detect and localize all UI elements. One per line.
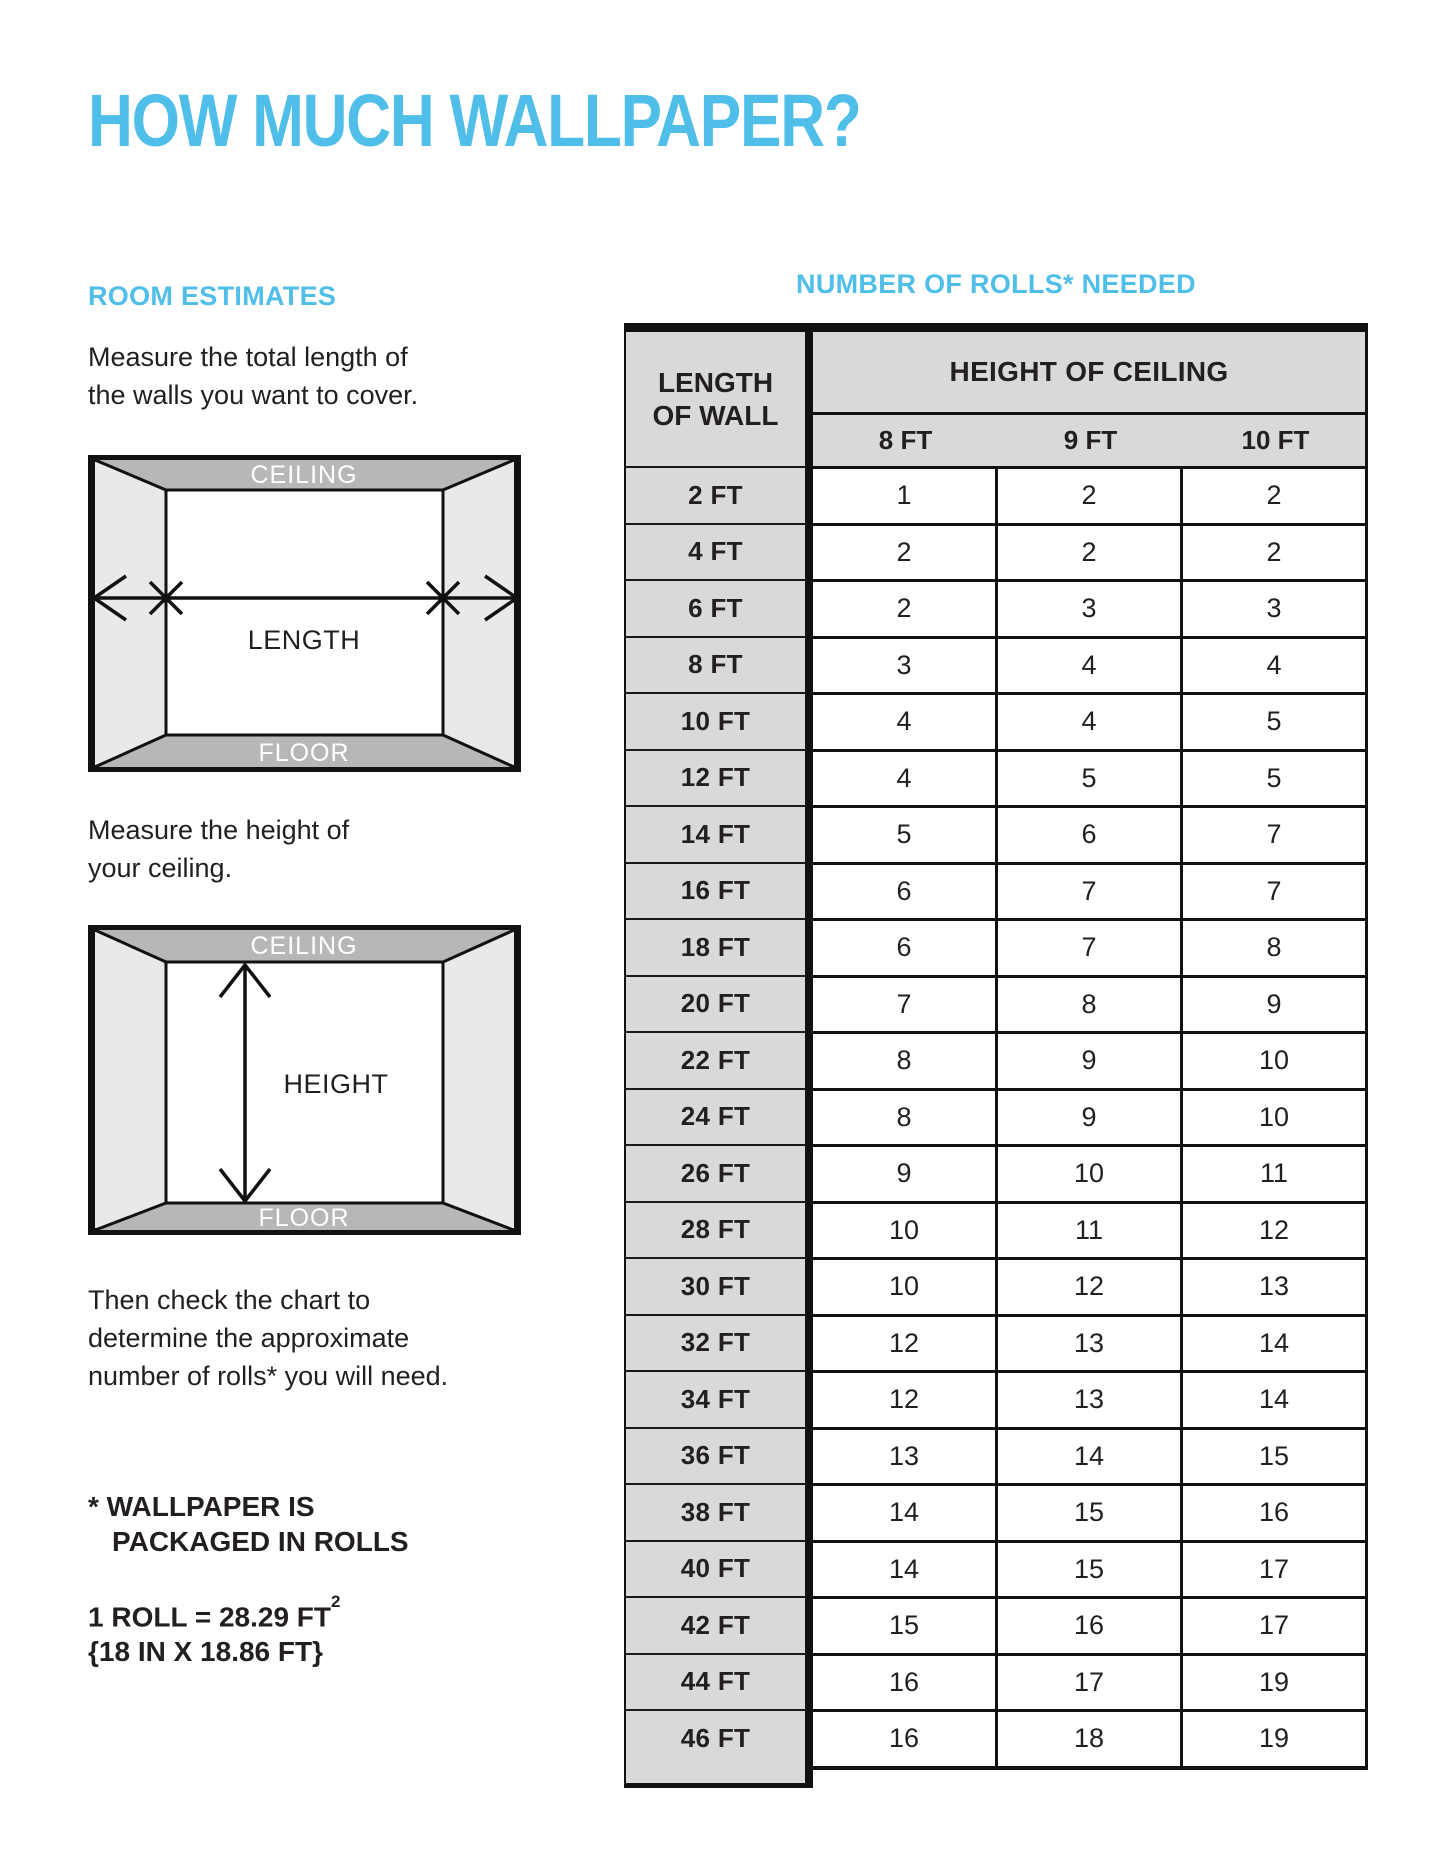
wall-length-label: 22 FT [624, 1031, 805, 1088]
table-header-row [624, 332, 1368, 466]
label-column-stub [624, 1766, 805, 1788]
rolls-value-10ft: 11 [1183, 1144, 1368, 1201]
wall-length-label: 6 FT [624, 579, 805, 636]
rolls-value-10ft: 2 [1183, 466, 1368, 523]
column-divider [805, 692, 813, 749]
height-label: HEIGHT [283, 1069, 389, 1099]
rolls-value-9ft: 9 [998, 1031, 1183, 1088]
column-divider [805, 1427, 813, 1484]
wall-length-label: 34 FT [624, 1370, 805, 1427]
page-title: HOW MUCH WALLPAPER? [88, 79, 861, 162]
wall-length-label: 26 FT [624, 1144, 805, 1201]
length-of-wall-header [624, 332, 805, 466]
rolls-value-10ft: 16 [1183, 1483, 1368, 1540]
header-line: OF WALL [652, 400, 779, 431]
rolls-value-8ft: 14 [813, 1540, 998, 1597]
height-of-ceiling-header: HEIGHT OF CEILING [813, 332, 1365, 412]
column-divider [805, 1031, 813, 1088]
column-divider [805, 466, 813, 523]
column-divider [805, 862, 813, 919]
column-divider [805, 579, 813, 636]
rolls-value-10ft: 19 [1183, 1653, 1368, 1710]
wall-length-label: 40 FT [624, 1540, 805, 1597]
rolls-value-10ft: 10 [1183, 1088, 1368, 1145]
table-bottom-stub [624, 1766, 1368, 1788]
column-divider [805, 1540, 813, 1597]
table-row [624, 1088, 1368, 1145]
roll-area-superscript: 2 [331, 1592, 341, 1611]
column-header-9ft: 9 FT [1063, 425, 1118, 455]
column-divider [805, 1709, 813, 1766]
rolls-value-10ft: 14 [1183, 1314, 1368, 1371]
length-label: LENGTH [247, 625, 361, 655]
paragraph-line: determine the approximate [88, 1323, 410, 1353]
rolls-table [624, 323, 1368, 1788]
wall-length-label: 10 FT [624, 692, 805, 749]
table-row [624, 1257, 1368, 1314]
column-header-10ft: 10 FT [1241, 425, 1310, 455]
wall-length-label: 18 FT [624, 918, 805, 975]
wall-length-label: 30 FT [624, 1257, 805, 1314]
rolls-value-8ft: 8 [813, 1088, 998, 1145]
floor-caption: FLOOR [258, 739, 350, 767]
rolls-value-9ft: 2 [998, 523, 1183, 580]
wall-length-label: 16 FT [624, 862, 805, 919]
wall-length-label: 8 FT [624, 636, 805, 693]
header-line: LENGTH [657, 367, 774, 398]
rolls-value-8ft: 12 [813, 1314, 998, 1371]
rolls-value-10ft: 9 [1183, 975, 1368, 1032]
column-divider [805, 1766, 813, 1788]
roll-area-line [88, 1593, 341, 1634]
table-top-border [624, 323, 1368, 332]
table-row [624, 1709, 1368, 1766]
rolls-value-8ft: 8 [813, 1031, 998, 1088]
column-header-8ft: 8 FT [878, 425, 933, 455]
rolls-value-9ft: 13 [998, 1370, 1183, 1427]
column-divider [805, 636, 813, 693]
table-row [624, 1201, 1368, 1258]
check-chart-paragraph [88, 1281, 448, 1395]
rolls-value-9ft: 15 [998, 1540, 1183, 1597]
rolls-value-9ft: 5 [998, 749, 1183, 806]
table-row [624, 975, 1368, 1032]
rolls-value-8ft: 5 [813, 805, 998, 862]
rolls-value-8ft: 1 [813, 466, 998, 523]
wall-length-label: 14 FT [624, 805, 805, 862]
column-divider [805, 523, 813, 580]
wall-length-label: 20 FT [624, 975, 805, 1032]
footnote-line: PACKAGED IN ROLLS [112, 1526, 409, 1557]
wall-length-label: 28 FT [624, 1201, 805, 1258]
table-row [624, 636, 1368, 693]
rolls-value-10ft: 8 [1183, 918, 1368, 975]
paragraph-line: number of rolls* you will need. [88, 1361, 449, 1391]
wall-length-label: 2 FT [624, 466, 805, 523]
rolls-value-8ft: 10 [813, 1257, 998, 1314]
rolls-value-8ft: 10 [813, 1201, 998, 1258]
column-divider [805, 1088, 813, 1145]
rolls-value-9ft: 14 [998, 1427, 1183, 1484]
rolls-value-9ft: 18 [998, 1709, 1183, 1766]
rolls-value-8ft: 4 [813, 749, 998, 806]
wall-length-label: 42 FT [624, 1596, 805, 1653]
rolls-value-9ft: 4 [998, 692, 1183, 749]
rolls-value-8ft: 9 [813, 1144, 998, 1201]
rolls-value-10ft: 17 [1183, 1540, 1368, 1597]
ceiling-caption: CEILING [250, 461, 358, 489]
ceiling-height-subheader-row [813, 412, 1365, 466]
rolls-value-8ft: 16 [813, 1709, 998, 1766]
rolls-value-10ft: 15 [1183, 1427, 1368, 1484]
wall-length-label: 24 FT [624, 1088, 805, 1145]
table-row [624, 749, 1368, 806]
data-area-bottom-border [813, 1766, 1368, 1788]
wall-length-label: 44 FT [624, 1653, 805, 1710]
wall-length-label: 46 FT [624, 1709, 805, 1766]
roll-spec [88, 1593, 341, 1669]
paragraph-line: Measure the height of [88, 815, 350, 845]
rolls-value-9ft: 10 [998, 1144, 1183, 1201]
rolls-value-9ft: 3 [998, 579, 1183, 636]
rolls-value-9ft: 11 [998, 1201, 1183, 1258]
table-row [624, 1596, 1368, 1653]
rolls-value-10ft: 17 [1183, 1596, 1368, 1653]
rolls-value-8ft: 6 [813, 862, 998, 919]
column-divider [805, 805, 813, 862]
column-divider [805, 1653, 813, 1710]
paragraph-line: Then check the chart to [88, 1285, 371, 1315]
back-wall [166, 490, 443, 735]
rolls-value-9ft: 9 [998, 1088, 1183, 1145]
table-row [624, 1031, 1368, 1088]
rolls-value-9ft: 16 [998, 1596, 1183, 1653]
paragraph-line: your ceiling. [88, 853, 233, 883]
table-row [624, 692, 1368, 749]
rolls-value-9ft: 4 [998, 636, 1183, 693]
rolls-value-9ft: 8 [998, 975, 1183, 1032]
table-row [624, 1314, 1368, 1371]
roll-dimensions-line: {18 IN X 18.86 FT} [88, 1636, 324, 1668]
rolls-value-10ft: 13 [1183, 1257, 1368, 1314]
rolls-value-10ft: 10 [1183, 1031, 1368, 1088]
table-row [624, 579, 1368, 636]
table-row [624, 1144, 1368, 1201]
rolls-needed-heading: NUMBER OF ROLLS* NEEDED [796, 269, 1196, 299]
column-divider [805, 1483, 813, 1540]
column-divider [805, 1314, 813, 1371]
rolls-value-8ft: 7 [813, 975, 998, 1032]
floor-caption: FLOOR [258, 1204, 350, 1232]
column-divider [805, 1370, 813, 1427]
table-row [624, 1483, 1368, 1540]
rolls-value-8ft: 2 [813, 523, 998, 580]
rolls-value-9ft: 15 [998, 1483, 1183, 1540]
rolls-value-8ft: 3 [813, 636, 998, 693]
table-row [624, 1653, 1368, 1710]
rolls-value-8ft: 2 [813, 579, 998, 636]
ceiling-caption: CEILING [250, 932, 358, 960]
rolls-value-8ft: 4 [813, 692, 998, 749]
column-divider [805, 332, 813, 466]
column-divider [805, 749, 813, 806]
rolls-value-10ft: 19 [1183, 1709, 1368, 1766]
rolls-value-10ft: 2 [1183, 523, 1368, 580]
table-row [624, 523, 1368, 580]
rolls-value-9ft: 6 [998, 805, 1183, 862]
paragraph-line: the walls you want to cover. [88, 380, 419, 410]
footnote-line: * WALLPAPER IS [88, 1491, 315, 1522]
rolls-value-8ft: 16 [813, 1653, 998, 1710]
rolls-value-9ft: 17 [998, 1653, 1183, 1710]
table-row [624, 805, 1368, 862]
table-row [624, 918, 1368, 975]
measure-height-paragraph [88, 811, 349, 887]
column-divider [805, 1201, 813, 1258]
column-divider [805, 1596, 813, 1653]
rolls-value-8ft: 15 [813, 1596, 998, 1653]
measure-length-paragraph [88, 338, 418, 414]
rolls-value-10ft: 5 [1183, 692, 1368, 749]
rolls-value-10ft: 12 [1183, 1201, 1368, 1258]
rolls-value-9ft: 13 [998, 1314, 1183, 1371]
rolls-value-10ft: 5 [1183, 749, 1368, 806]
rolls-value-9ft: 7 [998, 918, 1183, 975]
roll-area-text: 1 ROLL = 28.29 FT [88, 1601, 332, 1633]
wall-length-label: 32 FT [624, 1314, 805, 1371]
wall-length-label: 4 FT [624, 523, 805, 580]
rolls-value-10ft: 7 [1183, 862, 1368, 919]
wall-length-label: 36 FT [624, 1427, 805, 1484]
rolls-value-9ft: 12 [998, 1257, 1183, 1314]
column-divider [805, 1257, 813, 1314]
wall-length-label: 12 FT [624, 749, 805, 806]
rolls-value-8ft: 14 [813, 1483, 998, 1540]
column-divider [805, 975, 813, 1032]
rolls-footnote [88, 1489, 409, 1559]
rolls-value-9ft: 7 [998, 862, 1183, 919]
room-height-diagram [88, 925, 521, 1235]
table-row [624, 1427, 1368, 1484]
rolls-value-8ft: 13 [813, 1427, 998, 1484]
table-row [624, 466, 1368, 523]
rolls-value-10ft: 4 [1183, 636, 1368, 693]
table-row [624, 1540, 1368, 1597]
column-divider [805, 918, 813, 975]
rolls-value-9ft: 2 [998, 466, 1183, 523]
rolls-value-8ft: 6 [813, 918, 998, 975]
table-row [624, 1370, 1368, 1427]
rolls-value-10ft: 7 [1183, 805, 1368, 862]
rolls-value-10ft: 3 [1183, 579, 1368, 636]
room-length-diagram [88, 455, 521, 772]
ceiling-height-header-block [813, 332, 1368, 466]
rolls-value-8ft: 12 [813, 1370, 998, 1427]
table-rows [624, 466, 1368, 1766]
column-divider [805, 1144, 813, 1201]
rolls-value-10ft: 14 [1183, 1370, 1368, 1427]
paragraph-line: Measure the total length of [88, 342, 408, 372]
room-estimates-heading: ROOM ESTIMATES [88, 281, 337, 311]
wall-length-label: 38 FT [624, 1483, 805, 1540]
table-row [624, 862, 1368, 919]
